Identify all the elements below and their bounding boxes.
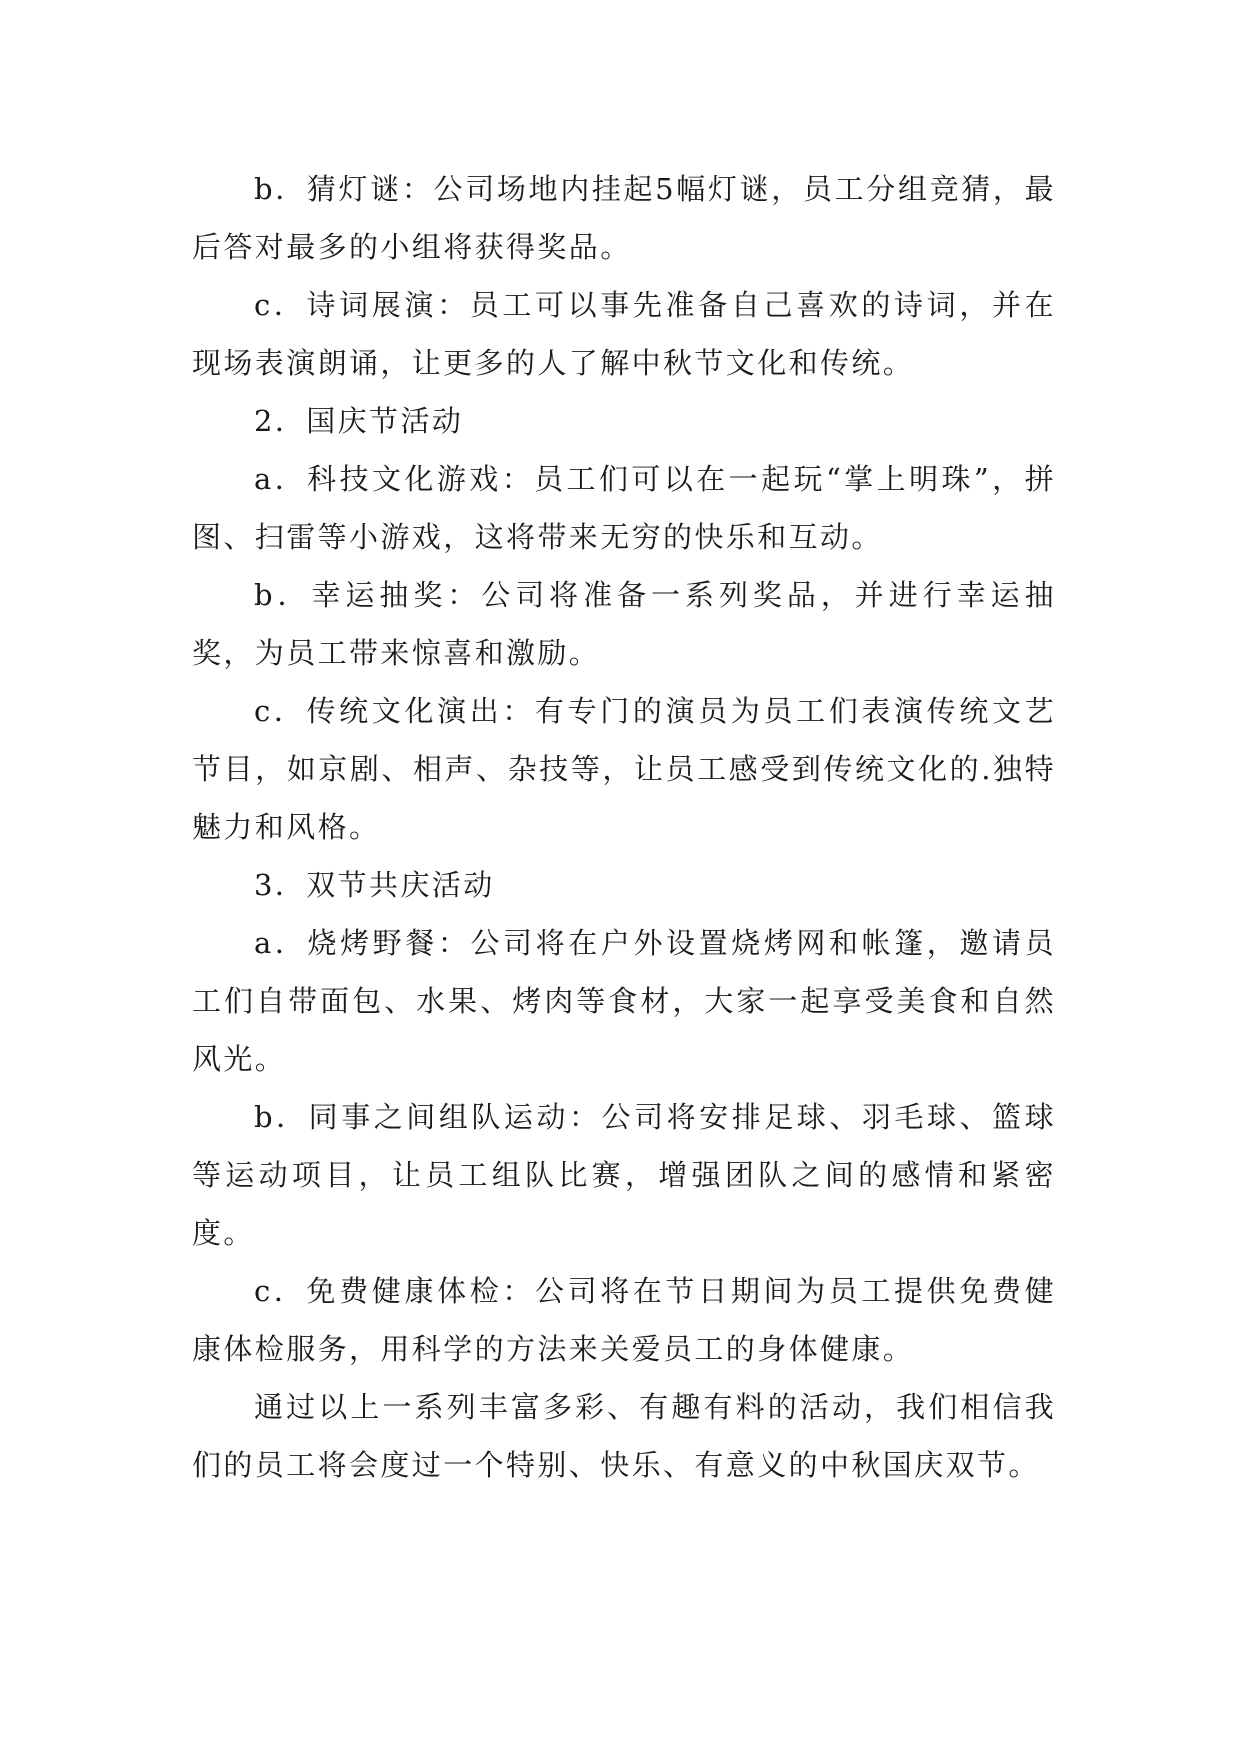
paragraph-health-checkup: c．免费健康体检：公司将在节日期间为员工提供免费健康体检服务，用科学的方法来关爱员工的身体健康。 (192, 1274, 1056, 1366)
paragraph-conclusion: 通过以上一系列丰富多彩、有趣有料的活动，我们相信我们的员工将会度过一个特别、快乐、有意义的中秋国庆双节。 (192, 1390, 1056, 1482)
section-heading-national-day: 2．国庆节活动 (254, 404, 464, 438)
paragraph-bbq-picnic: a．烧烤野餐：公司将在户外设置烧烤网和帐篷，邀请员工们自带面包、水果、烤肉等食材，大家一起享受美食和自然风光。 (192, 926, 1056, 1076)
paragraph-lantern-riddles: b．猜灯谜：公司场地内挂起5幅灯谜，员工分组竞猜，最后答对最多的小组将获得奖品。 (192, 172, 1056, 264)
document-body (192, 160, 1056, 1494)
paragraph-lucky-draw: b．幸运抽奖：公司将准备一系列奖品，并进行幸运抽奖，为员工带来惊喜和激励。 (192, 578, 1056, 670)
paragraph-traditional-performance: c．传统文化演出：有专门的演员为员工们表演传统文艺节目，如京剧、相声、杂技等，让员工感受到传统文化的.独特魅力和风格。 (192, 694, 1056, 844)
paragraph-tech-culture-games: a．科技文化游戏：员工们可以在一起玩“掌上明珠”，拼图、扫雷等小游戏，这将带来无穷的快乐和互动。 (192, 462, 1056, 554)
paragraph-poetry-performance: c．诗词展演：员工可以事先准备自己喜欢的诗词，并在现场表演朗诵，让更多的人了解中秋节文化和传统。 (192, 288, 1056, 380)
section-heading-double-festival: 3．双节共庆活动 (254, 868, 495, 902)
paragraph-team-sports: b．同事之间组队运动：公司将安排足球、羽毛球、篮球等运动项目，让员工组队比赛，增强团队之间的感情和紧密度。 (192, 1100, 1056, 1250)
